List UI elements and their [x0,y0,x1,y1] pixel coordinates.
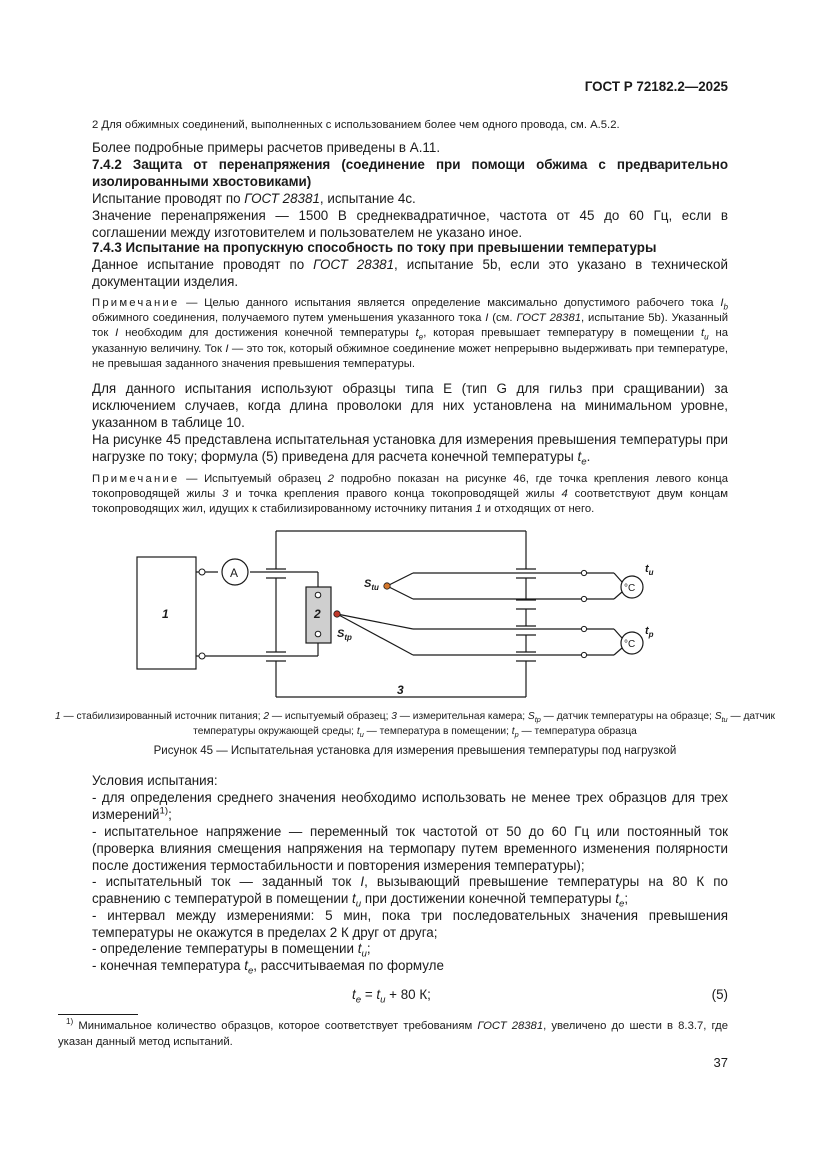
para-samples: Для данного испытания используют образцы типа Е (тип G для гильз при сращивании) за исключением случаев, когда длина проволоки для них установлена на минимальном уровне, указанном в таблице 10. [92,381,728,430]
note-top: 2 Для обжимных соединений, выполненных с использованием более чем одного провода, см. А.5.2. [92,119,620,131]
test-setup-diagram [0,520,827,710]
label-tu: $t_u$ [645,563,654,577]
thermometer-tp-label: °C [624,639,636,650]
label-1: 1 [162,607,169,621]
terminal-icon [581,626,586,631]
para-figure-ref: На рисунке 45 представлена испытательная установка для измерения превышения температуры при нагрузке по току; формула (5) приведена для расчета конечной температуры $t_e$. [92,432,728,468]
terminal-icon [315,592,321,598]
terminal-icon [315,631,321,637]
para-743-1: Данное испытание проводят по ГОСТ 28381, испытание 5b, если это указано в технической документации изделия. [92,257,728,289]
label-stu: $S_{tu}$ [364,578,379,592]
terminal-icon [199,653,205,659]
footnote: $^{1)}$ Минимальное количество образцов, которое соответствует требованиям ГОСТ 28381, увеличено до шести в 8.3.7, где указан данный метод испытаний. [58,1017,728,1048]
note-2: Примечание — Испытуемый образец 2 подробно показан на рисунке 46, где точка крепления левого конца токопроводящей жилы 3 и точка крепления правого конца токопроводящей жилы 4 соответствуют двум концам токопроводящих жил, идущих к стабилизированному источнику питания 1 и отходящих от него. [92,473,729,516]
formula-number: (5) [711,987,728,1002]
formula-5: $t_e = t_u + 80$ К; [352,987,431,1006]
heading-742: 7.4.2 Защита от перенапряжения (соединение при помощи обжима с предварительно изолированными хвостовиками) [92,157,728,189]
para-742-2: Значение перенапряжения — 1500 В среднеквадратичное, частота от 45 до 60 Гц, если в соглашении между изготовителем и пользователем не указано иное. [92,208,728,240]
note-label: Примечание [92,473,180,485]
page-number: 37 [713,1055,728,1070]
sensor-stu-icon [384,583,390,589]
condition-item-4: - интервал между измерениями: 5 мин, пока три последовательных значения превышения температуры не окажутся в пределах 2 К друг от друга; [92,908,728,940]
thermometer-tu-label: °C [624,583,636,594]
condition-item-1: - для определения среднего значения необходимо использовать не менее трех образцов для трех измерений$^{1)}$; [92,790,728,822]
conditions-title: Условия испытания: [92,773,218,788]
condition-item-6: - конечная температура $t_e$, рассчитываемая по формуле [92,958,444,977]
document-header: ГОСТ Р 72182.2—2025 [584,79,728,94]
figure-title: Рисунок 45 — Испытательная установка для измерения превышения температуры под нагрузкой [153,745,677,757]
sensor-stp-icon [334,611,340,617]
terminal-icon [581,570,586,575]
condition-item-3: - испытательный ток — заданный ток I, вызывающий превышение температуры на 80 К по сравнению с температурой в помещении $t_u$ при достижении конечной температуры $t_e$; [92,874,728,910]
condition-item-2: - испытательное напряжение — переменный ток частотой от 50 до 60 Гц или постоянный ток (проверка влияния смещения напряжения на термопару путем временного изменения полярности после достижения термостабильности и повторения измерения температуры); [92,824,728,873]
para-examples: Более подробные примеры расчетов приведены в А.11. [92,140,441,155]
label-2: 2 [314,607,321,621]
terminal-icon [581,596,586,601]
note-1: Примечание — Целью данного испытания является определение максимально допустимого рабочего тока $I_b$ обжимного соединения, получаемого путем уменьшения указанного тока I (см. ГОСТ 28381, испытание 5b). Указанный ток I необходим для достижения конечной температуры $t_e$, которая превышает температуру в помещении $t_u$ на указанную величину. Ток I — это ток, который обжимное соединение может непрерывно выдерживать при температуре, не превышая заданного значения превышения температуры. [92,297,729,370]
para-742-1: Испытание проводят по ГОСТ 28381, испытание 4с. [92,191,416,206]
label-stp: $S_{tp}$ [337,628,352,642]
condition-item-5: - определение температуры в помещении $t_u$; [92,941,371,960]
note-label: Примечание [92,297,180,309]
ammeter-label: A [230,566,239,580]
terminal-icon [581,652,586,657]
heading-743: 7.4.3 Испытание на пропускную способность по току при превышении температуры [92,240,657,255]
terminal-icon [199,569,205,575]
figure-legend: 1 — стабилизированный источник питания; 2 — испытуемый образец; 3 — измерительная камера; $S_{tp}$ — датчик температуры на образце; $S_{tu}$ — датчик температуры окружающей среды; $t_u$ — температура в помещении; $t_p$ — температура образца [55,711,775,739]
label-3: 3 [397,683,404,697]
footnote-separator [58,1014,138,1015]
label-tp: $t_p$ [645,625,654,639]
